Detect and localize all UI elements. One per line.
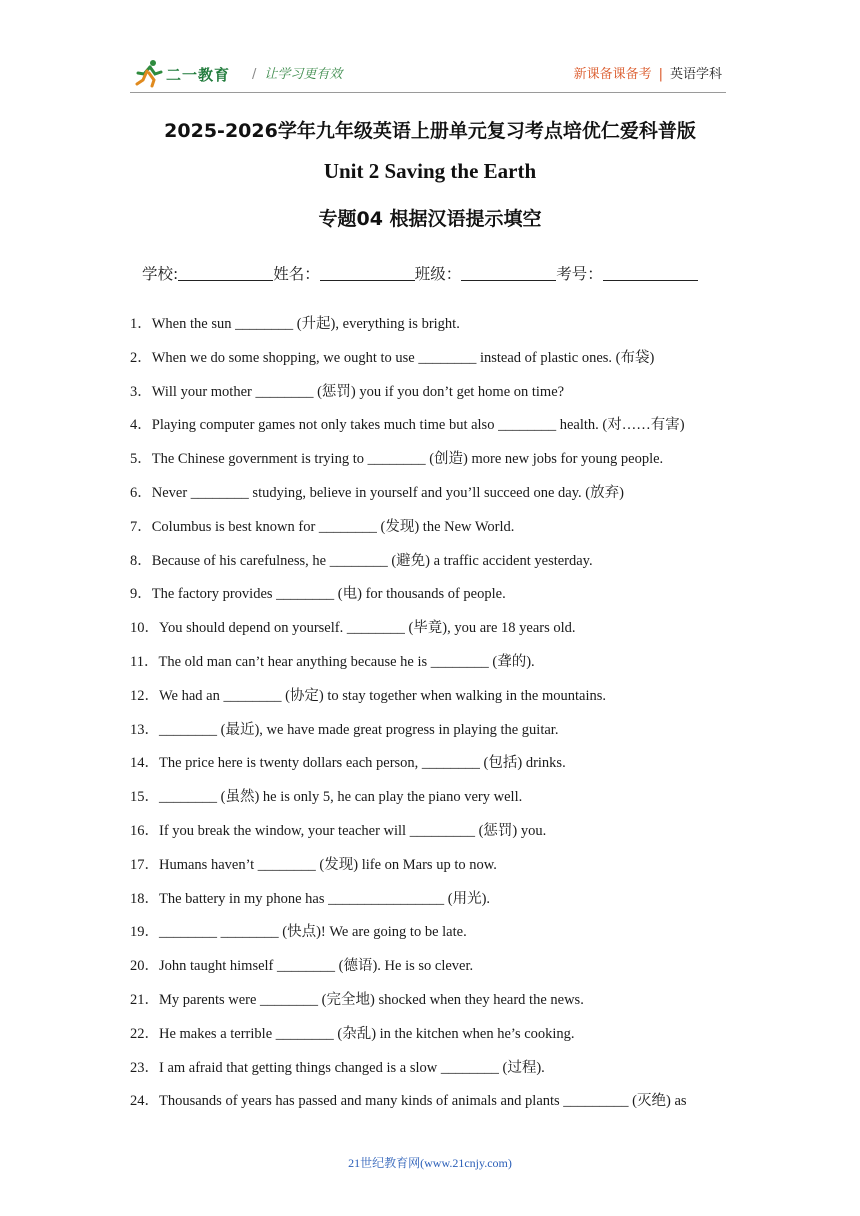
running-figure-icon	[134, 58, 164, 88]
question-item: 7．Columbus is best known for ________ (发现) the New World.	[130, 518, 515, 535]
header-tag-subject: 英语学科	[669, 67, 722, 82]
header-tag-course: 新课备课备考	[573, 67, 652, 82]
name-label: 姓名：	[273, 265, 320, 283]
header-tags	[574, 63, 722, 82]
slogan-divider: /	[252, 67, 257, 82]
question-item: 11．The old man can’t hear anything because he is ________ (聋的).	[130, 654, 535, 670]
question-item: 13．________ (最近), we have made great progress in playing the guitar.	[130, 721, 559, 738]
question-item: 3．Will your mother ________ (惩罚) you if you don’t get home on time?	[130, 383, 565, 400]
class-label: 班级：	[414, 265, 462, 283]
question-item: 4．Playing computer games not only takes much time but also ________ health. (对……有害)	[130, 417, 685, 434]
question-item: 1．When the sun ________ (升起), everything is bright.	[130, 316, 460, 332]
question-item: 15．________ (虽然) he is only 5, he can play the piano very well.	[130, 789, 523, 806]
unit-title: Unit 2 Saving the Earth	[323, 159, 537, 183]
page-header	[130, 56, 726, 93]
school-blank[interactable]	[178, 266, 273, 281]
question-item: 2．When we do some shopping, we ought to use ________ instead of plastic ones. (布袋)	[130, 349, 655, 366]
question-item: 12．We had an ________ (协定) to stay together when walking in the mountains.	[130, 687, 607, 704]
question-item: 5．The Chinese government is trying to ________ (创造) more new jobs for young people.	[130, 451, 664, 468]
question-item: 22．He makes a terrible ________ (杂乱) in the kitchen when he’s cooking.	[130, 1025, 575, 1042]
question-item: 10．You should depend on yourself. ________ (毕竟), you are 18 years old.	[130, 620, 576, 637]
topic-title: 专题04 根据汉语提示填空	[318, 208, 542, 230]
name-blank[interactable]	[320, 266, 415, 281]
page-footer: 21世纪教育网(www.21cnjy.com)	[348, 1156, 512, 1170]
question-item: 14．The price here is twenty dollars each person, ________ (包括) drinks.	[130, 755, 566, 772]
question-item: 8．Because of his carefulness, he ________ (避免) a traffic accident yesterday.	[130, 552, 593, 569]
question-item: 9．The factory provides ________ (电) for thousands of people.	[130, 586, 506, 603]
class-blank[interactable]	[461, 266, 556, 281]
question-item: 20．John taught himself ________ (德语). He is so clever.	[130, 958, 474, 975]
main-title: 2025-2026学年九年级英语上册单元复习考点培优仁爱科普版	[164, 120, 696, 142]
question-item: 23．I am afraid that getting things changed is a slow ________ (过程).	[130, 1059, 545, 1076]
school-label: 学校:	[142, 265, 179, 283]
question-item: 17．Humans haven’t ________ (发现) life on Mars up to now.	[130, 856, 497, 873]
number-label: 考号：	[556, 265, 603, 283]
logo-text: 二一教育	[166, 66, 231, 84]
number-blank[interactable]	[603, 266, 698, 281]
logo	[134, 58, 246, 88]
question-item: 19．________ ________ (快点)! We are going to be late.	[130, 924, 467, 941]
question-item: 6．Never ________ studying, believe in yourself and you’ll succeed one day. (放弃)	[130, 485, 624, 501]
question-item: 18．The battery in my phone has ________________ (用光).	[130, 890, 491, 907]
header-separator: |	[658, 67, 663, 82]
question-item: 16．If you break the window, your teacher will _________ (惩罚) you.	[130, 823, 547, 839]
question-item: 24．Thousands of years has passed and many kinds of animals and plants _________ (灭绝) as	[130, 1093, 687, 1110]
slogan-text: 让学习更有效	[264, 67, 343, 82]
slogan	[252, 63, 342, 82]
student-info-line	[142, 262, 698, 284]
question-item: 21．My parents were ________ (完全地) shocked when they heard the news.	[130, 992, 584, 1008]
